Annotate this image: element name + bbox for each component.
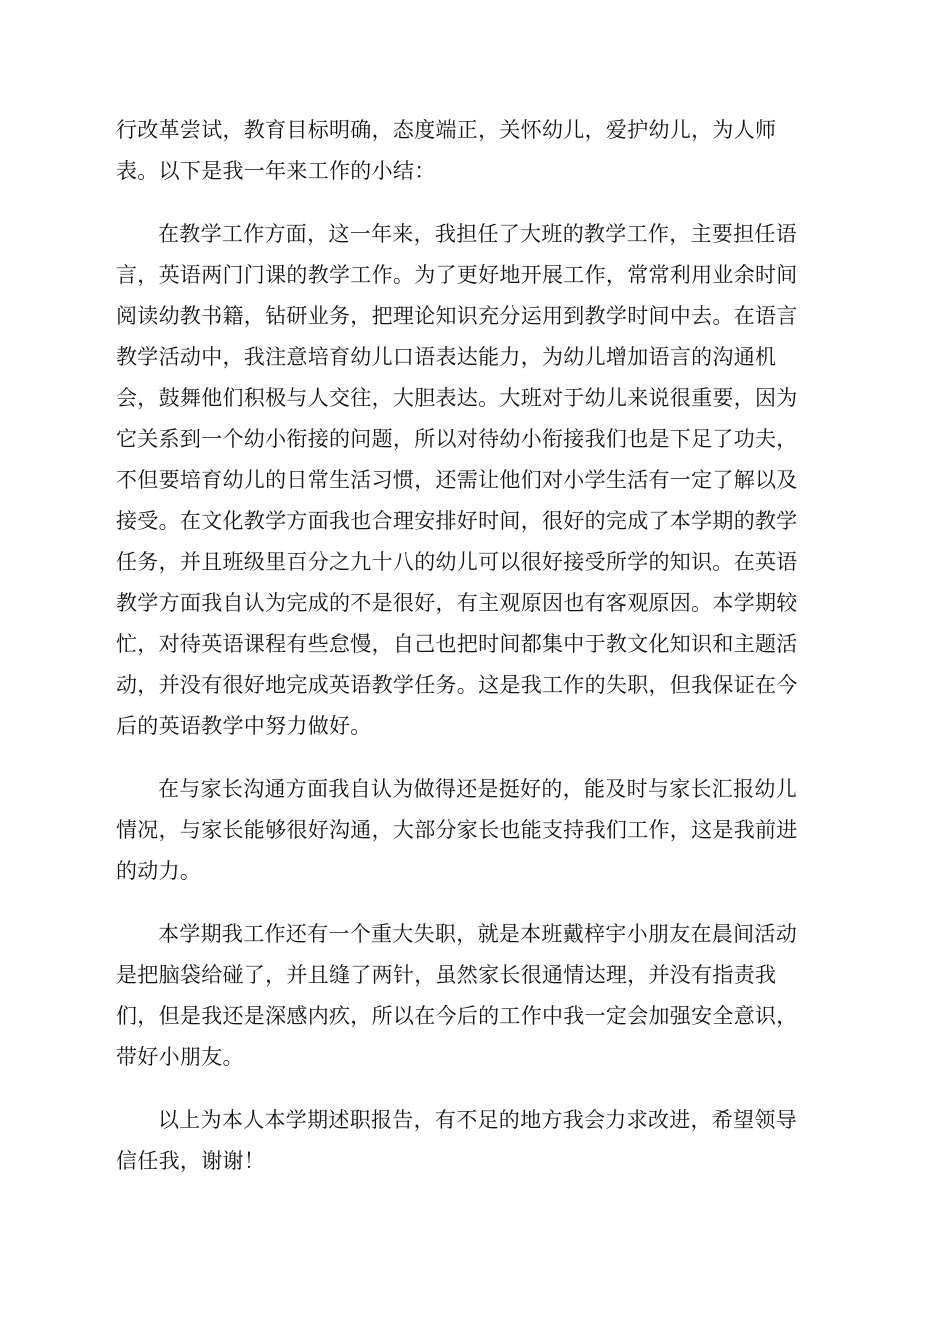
- paragraph-intro-continuation: 行改革尝试，教育目标明确，态度端正，关怀幼儿，爱护幼儿，为人师 表。以下是我一年来工作的小结：: [116, 118, 777, 183]
- paragraph-major-incident: 本学期我工作还有一个重大失职，就是本班戴梓宇小朋友在晨间活动 是把脑袋给碰了，并且缝了两针，虽然家长很通情达理，并没有指责我 们，但是我还是深感内疚，所以在今后的工作中我一定会加强安全意识， 带好小朋友。: [116, 922, 798, 1069]
- report-body: [116, 110, 836, 1204]
- paragraph-conclusion: 以上为本人本学期述职报告，有不足的地方我会力求改进，希望领导 信任我，谢谢！: [116, 1108, 797, 1173]
- paragraph-teaching-work: 在教学工作方面，这一年来，我担任了大班的教学工作，主要担任语 言，英语两门门课的教学工作。为了更好地开展工作，常常利用业余时间 阅读幼教书籍，钻研业务，把理论知识充分运用到教学时间中去。在语言 教学活动中，我注意培育幼儿口语表达能力，为幼儿增加语言的沟通机 会，鼓舞他们积极与人交往，大胆表达。大班对于幼儿来说很重要，因为 它关系到一个幼小衔接的问题，所以对待幼小衔接我们也是下足了功夫， 不但要培育幼儿的日常生活习惯，还需让他们对小学生活有一定了解以及 接受。在文化教学方面我也合理安排好时间，很好的完成了本学期的教学 任务，并且班级里百分之九十八的幼儿可以很好接受所学的知识。在英语 教学方面我自认为完成的不是很好，有主观原因也有客观原因。本学期较 忙，对待英语课程有些怠慢，自己也把时间都集中于教文化知识和主题活 动，并没有很好地完成英语教学任务。这是我工作的失职，但我保证在今 后的英语教学中努力做好。: [116, 222, 798, 738]
- paragraph-parent-communication: 在与家长沟通方面我自认为做得还是挺好的，能及时与家长汇报幼儿 情况，与家长能够很好沟通，大部分家长也能支持我们工作，这是我前进 的动力。: [116, 777, 798, 883]
